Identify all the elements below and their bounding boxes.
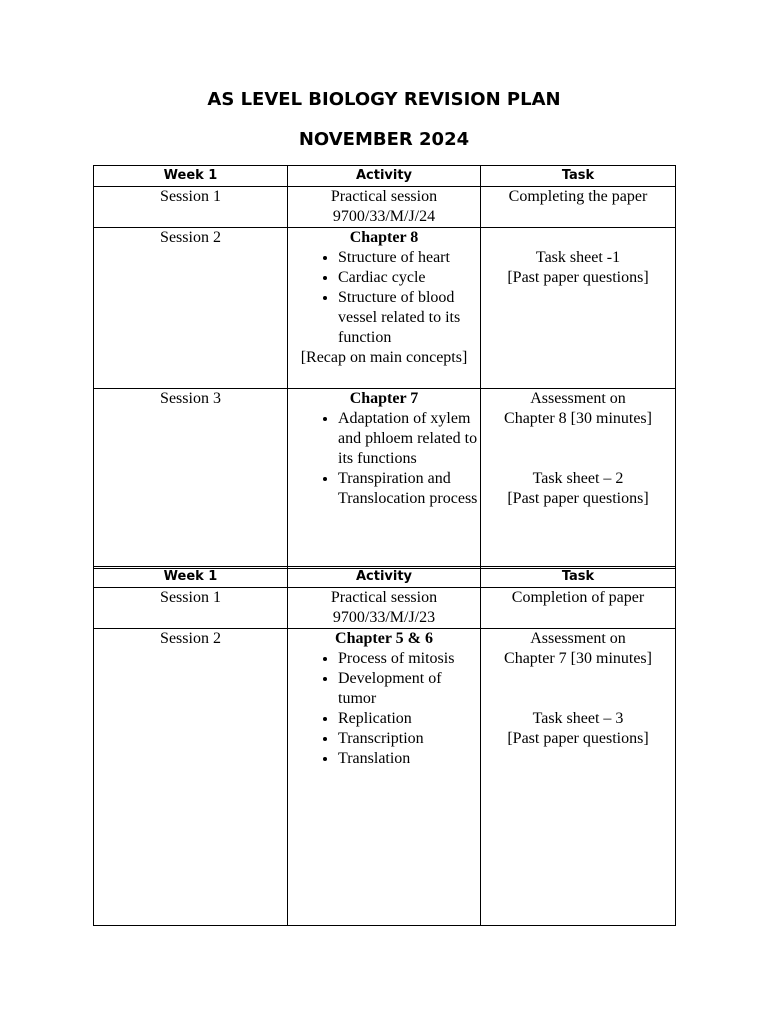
activity-line: Practical session <box>330 188 438 205</box>
session-cell: Session 2 <box>94 629 288 926</box>
session-cell: Session 1 <box>94 588 288 629</box>
task-line: Chapter 7 [30 minutes] <box>504 650 652 667</box>
topic-list <box>290 248 478 348</box>
header-activity: Activity <box>288 567 481 588</box>
activity-line: Practical session <box>330 589 438 606</box>
table-row <box>94 228 676 389</box>
task-line: Chapter 8 [30 minutes] <box>504 410 652 427</box>
task-cell <box>481 629 676 926</box>
table-header-row <box>94 567 676 588</box>
list-item: • Replication <box>338 709 478 729</box>
chapter-heading: Chapter 8 <box>349 229 419 246</box>
list-item: • Adaptation of xylem and phloem related to its functions <box>338 409 478 469</box>
activity-line: 9700/33/M/J/24 <box>332 208 436 225</box>
revision-table-1 <box>93 165 676 569</box>
activity-line: 9700/33/M/J/23 <box>332 609 436 626</box>
activity-cell <box>288 389 481 569</box>
task-cell <box>481 228 676 389</box>
chapter-heading: Chapter 5 & 6 <box>335 630 433 647</box>
session-cell: Session 2 <box>94 228 288 389</box>
task-line: Task sheet – 2 <box>532 470 624 487</box>
task-line: Task sheet -1 <box>535 249 621 266</box>
header-task: Task <box>481 567 676 588</box>
task-cell <box>481 389 676 569</box>
header-task: Task <box>481 166 676 187</box>
page-title: AS LEVEL BIOLOGY REVISION PLAN <box>207 89 561 110</box>
table-header-row <box>94 166 676 187</box>
list-item: • Cardiac cycle <box>338 268 478 288</box>
table-row <box>94 389 676 569</box>
header-week: Week 1 <box>94 567 288 588</box>
list-item: • Development of tumor <box>338 669 478 709</box>
task-cell <box>481 187 676 228</box>
task-line: Assessment on <box>530 630 626 647</box>
task-line: Task sheet – 3 <box>532 710 624 727</box>
activity-cell <box>288 629 481 926</box>
list-item: • Structure of heart <box>338 248 478 268</box>
task-line: Completing the paper <box>508 188 648 205</box>
activity-cell <box>288 228 481 389</box>
list-item: • Process of mitosis <box>338 649 478 669</box>
list-item: • Structure of blood vessel related to its function <box>338 288 478 348</box>
task-line: [Past paper questions] <box>507 730 649 747</box>
task-line: [Past paper questions] <box>507 269 649 286</box>
header-activity: Activity <box>288 166 481 187</box>
session-cell: Session 1 <box>94 187 288 228</box>
list-item: • Transcription <box>338 729 478 749</box>
page-subtitle: NOVEMBER 2024 <box>298 129 470 150</box>
table-row <box>94 629 676 926</box>
topic-list <box>290 649 478 769</box>
task-line: Assessment on <box>530 390 626 407</box>
task-cell <box>481 588 676 629</box>
table-row <box>94 588 676 629</box>
header-week: Week 1 <box>94 166 288 187</box>
task-line: [Past paper questions] <box>507 490 649 507</box>
activity-cell <box>288 187 481 228</box>
chapter-heading: Chapter 7 <box>349 390 419 407</box>
list-item: • Translation <box>338 749 478 769</box>
recap-note: [Recap on main concepts] <box>300 349 468 366</box>
topic-list <box>290 409 478 509</box>
revision-table-2 <box>93 566 676 926</box>
table-row <box>94 187 676 228</box>
list-item: • Transpiration and Translocation process <box>338 469 478 509</box>
task-line: Completion of paper <box>511 589 645 606</box>
activity-cell <box>288 588 481 629</box>
session-cell: Session 3 <box>94 389 288 569</box>
